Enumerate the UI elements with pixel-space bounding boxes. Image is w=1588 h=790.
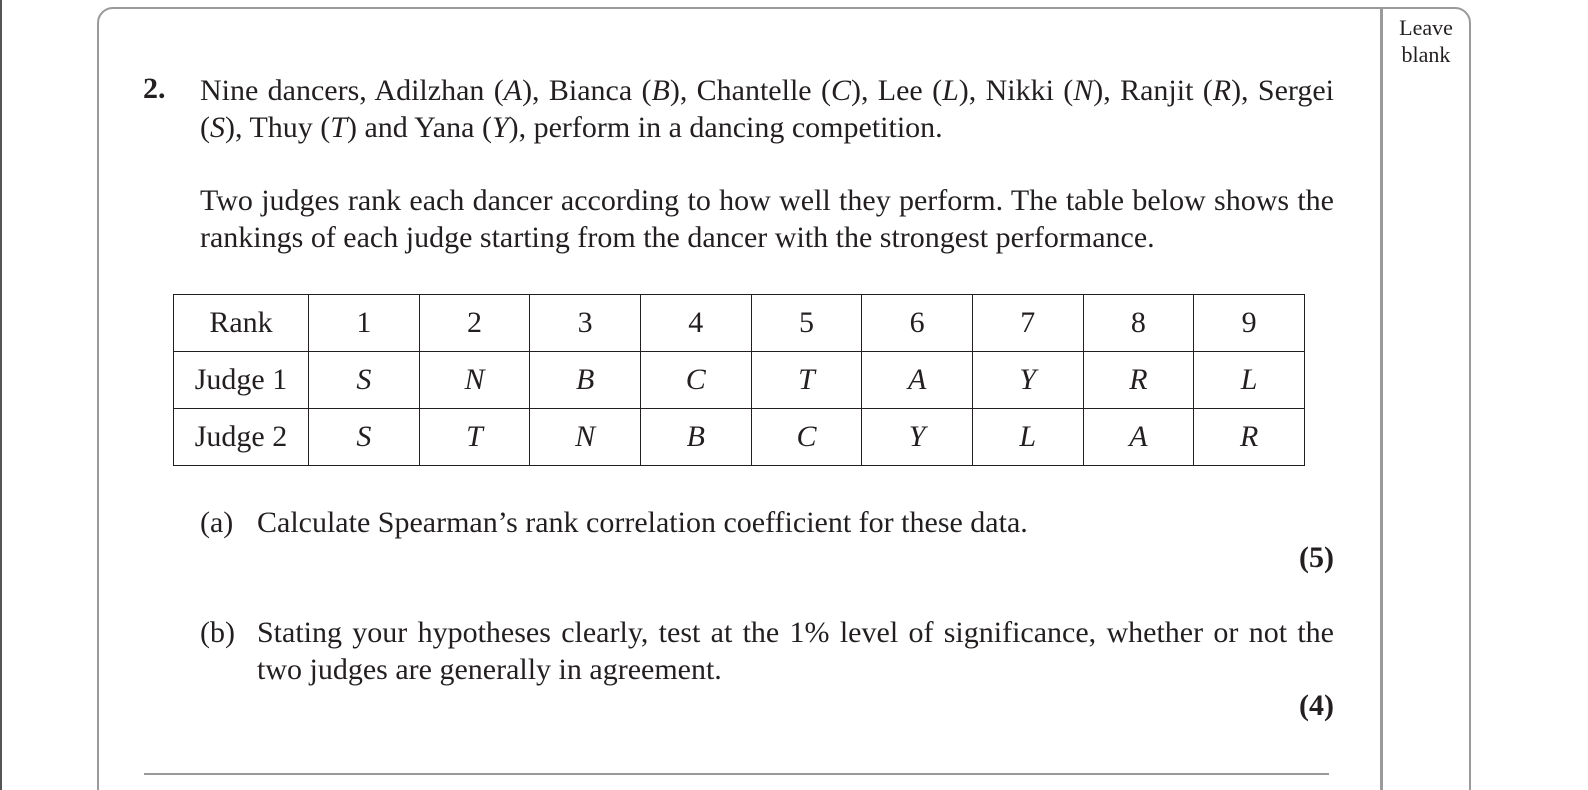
table-row-judge [174, 409, 1305, 466]
intro-text-run: Nine dancers, Adilzhan ( [200, 74, 504, 107]
part-b-marks: (4) [1299, 689, 1334, 722]
rank-header-cell: 7 [972, 295, 1083, 352]
part-a-text: Calculate Spearman’s rank correlation coefficient for these data. [257, 506, 1028, 539]
dancer-cell: R [1194, 409, 1305, 466]
intro-text-run: ), Bianca ( [522, 74, 652, 107]
rank-header-cell: 2 [419, 295, 530, 352]
dancer-cell: A [862, 352, 973, 409]
rank-header-cell: 1 [309, 295, 420, 352]
dancer-cell: Y [972, 352, 1083, 409]
dancer-letter: T [330, 111, 347, 144]
dancer-letter: C [830, 74, 851, 107]
dancer-cell: A [1083, 409, 1194, 466]
margin-divider [1380, 7, 1383, 790]
dancer-letter: L [942, 74, 959, 107]
dancer-letter: B [651, 74, 670, 107]
rank-header-cell: 3 [530, 295, 641, 352]
dancer-cell: Y [862, 409, 973, 466]
dancer-cell: N [530, 409, 641, 466]
rank-header-cell: 4 [640, 295, 751, 352]
dancer-cell: N [419, 352, 530, 409]
dancer-cell: C [640, 352, 751, 409]
dancer-cell: S [309, 409, 420, 466]
rankings-table [173, 294, 1305, 466]
dancer-cell: S [309, 352, 420, 409]
question-description: Two judges rank each dancer according to how well they perform. The table below shows the rankings of each judge starting from the dancer with the strongest performance. [200, 184, 1334, 254]
dancer-cell: C [751, 409, 862, 466]
question-number: 2. [143, 72, 166, 105]
part-b-label: (b) [200, 616, 235, 649]
dancer-letter: R [1212, 74, 1232, 107]
leave-blank-line-2: blank [1401, 42, 1451, 67]
intro-text-run: ), perform in a dancing competition. [508, 111, 943, 144]
part-a-label: (a) [200, 506, 234, 539]
dancer-cell: L [1194, 352, 1305, 409]
table-row-judge [174, 352, 1305, 409]
rank-header-cell: 9 [1194, 295, 1305, 352]
rank-header-cell: 8 [1083, 295, 1194, 352]
table-row-rank [174, 295, 1305, 352]
question-intro [200, 72, 1334, 146]
table-row-label: Judge 2 [174, 409, 309, 466]
dancer-cell: B [640, 409, 751, 466]
dancer-cell: T [751, 352, 862, 409]
leave-blank-line-1: Leave [1399, 15, 1453, 40]
page-left-edge [0, 0, 2, 790]
part-b-text: Stating your hypotheses clearly, test at the 1% level of significance, whether or not the two judges are generally in agreement. [257, 616, 1334, 686]
intro-text-run: ), Ranjit ( [1093, 74, 1213, 107]
part-a-marks: (5) [1299, 541, 1334, 574]
dancer-cell: T [419, 409, 530, 466]
intro-text-run: ), Chantelle ( [669, 74, 831, 107]
table-row-label: Judge 1 [174, 352, 309, 409]
dancer-letter: A [503, 74, 523, 107]
dancer-cell: L [972, 409, 1083, 466]
rank-header-cell: 5 [751, 295, 862, 352]
dancer-letter: S [210, 111, 225, 144]
dancer-cell: R [1083, 352, 1194, 409]
table-row-label: Rank [174, 295, 309, 352]
dancer-letter: N [1073, 74, 1094, 107]
rank-header-cell: 6 [862, 295, 973, 352]
intro-text-run: ) and Yana ( [346, 111, 492, 144]
intro-text-run: ), Lee ( [850, 74, 943, 107]
dancer-cell: B [530, 352, 641, 409]
leave-blank-label [1383, 14, 1469, 68]
answer-line [144, 773, 1329, 775]
intro-text-run: ), Nikki ( [958, 74, 1074, 107]
dancer-letter: Y [491, 111, 509, 144]
intro-text-run: ), Sergei ( [200, 74, 1334, 144]
intro-text-run: ), Thuy ( [225, 111, 331, 144]
